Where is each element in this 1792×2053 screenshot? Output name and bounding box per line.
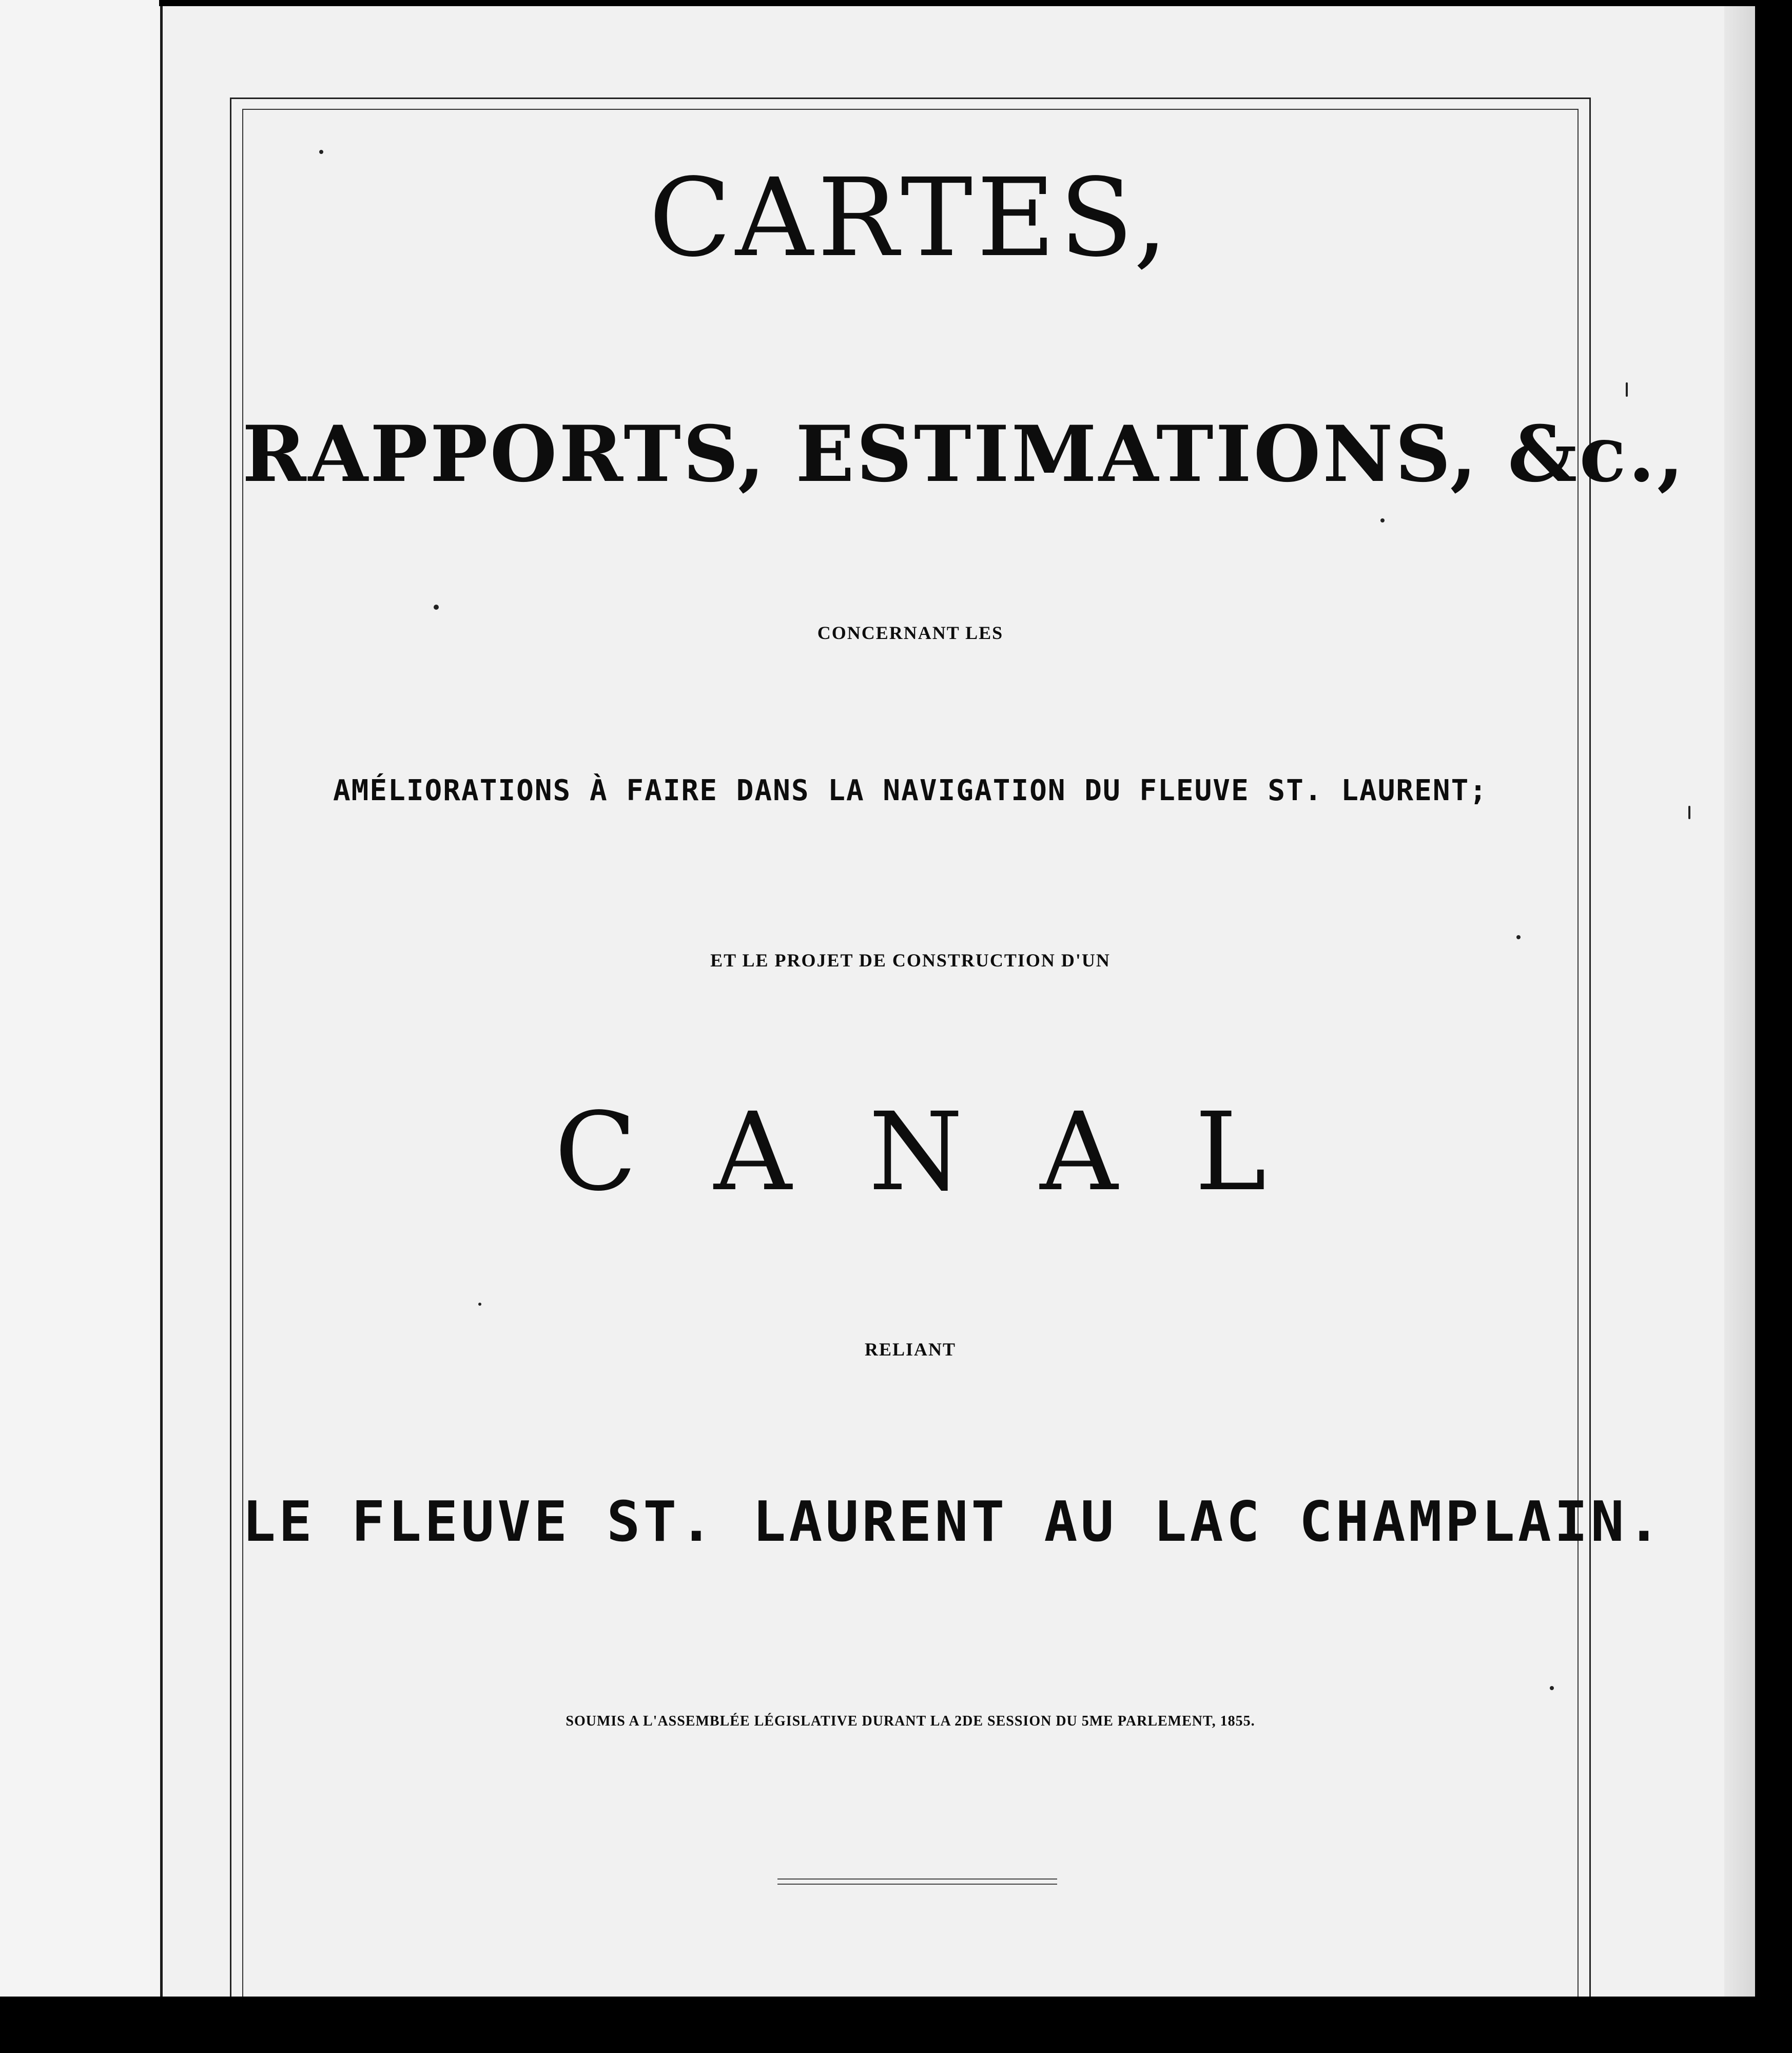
line-concernant: CONCERNANT LES <box>817 623 1004 643</box>
scan-bottom-edge <box>0 1997 1792 2053</box>
ink-speck <box>434 605 439 610</box>
ink-speck <box>1688 806 1690 819</box>
line-reliant: RELIANT <box>864 1339 957 1360</box>
subtitle-rapports: RAPPORTS, ESTIMATIONS, &c., <box>242 409 1686 499</box>
line-fleuve-lac-champlain: LE FLEUVE ST. LAURENT AU LAC CHAMPLAIN. <box>242 1490 1664 1554</box>
heading-canal: CANAL <box>554 1089 1343 1215</box>
ink-speck <box>1380 518 1385 522</box>
ink-speck <box>319 150 323 154</box>
left-margin-edge <box>160 0 163 1997</box>
scan-right-edge <box>1755 0 1792 2053</box>
left-margin <box>0 0 163 1997</box>
line-projet: ET LE PROJET DE CONSTRUCTION D'UN <box>710 950 1111 971</box>
ink-speck <box>1626 382 1628 397</box>
line-soumis: SOUMIS A L'ASSEMBLÉE LÉGISLATIVE DURANT LA 2DE SESSION DU 5ME PARLEMENT, 1855. <box>566 1713 1255 1729</box>
title-cartes: CARTES, <box>649 155 1172 281</box>
ink-speck <box>478 1303 481 1306</box>
page-shadow <box>1724 6 1755 1997</box>
ink-speck <box>1516 935 1521 939</box>
line-ameliorations: AMÉLIORATIONS À FAIRE DANS LA NAVIGATION DU FLEUVE ST. LAURENT; <box>333 774 1488 807</box>
closing-rule-bottom <box>777 1884 1057 1885</box>
ink-speck <box>1550 1686 1554 1690</box>
closing-rule-top <box>777 1878 1057 1880</box>
scan-top-edge <box>159 0 1755 6</box>
